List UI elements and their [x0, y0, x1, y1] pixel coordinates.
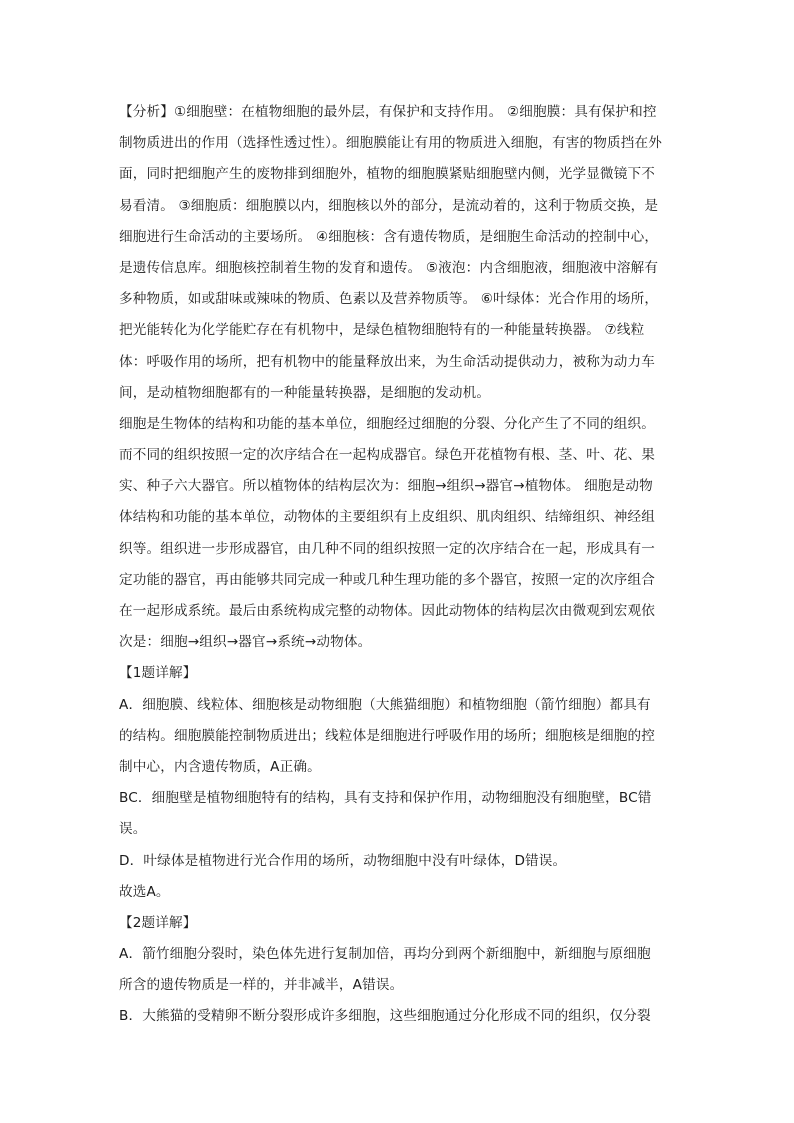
text-line: B．大熊猫的受精卵不断分裂形成许多细胞，这些细胞通过分化形成不同的组织，仅分裂: [119, 1008, 651, 1025]
text-line: 所含的遗传物质是一样的，并非减半，A错误。: [119, 977, 404, 994]
text-line: A．箭竹细胞分裂时，染色体先进行复制加倍，再均分到两个新细胞中，新细胞与原细胞: [119, 946, 651, 963]
text-line: 的结构。细胞膜能控制物质进出；线粒体是细胞进行呼吸作用的场所；细胞核是细胞的控: [119, 727, 656, 744]
text-line: BC．细胞壁是植物细胞特有的结构，具有支持和保护作用，动物细胞没有细胞壁，BC错: [119, 790, 652, 807]
text-line: 是遗传信息库。细胞核控制着生物的发育和遗传。 ⑤液泡：内含细胞液，细胞液中溶解有: [119, 259, 659, 276]
text-line: 织等。组织进一步形成器官，由几种不同的组织按照一定的次序结合在一起，形成具有一: [119, 540, 656, 557]
section-heading: 【2题详解】: [119, 914, 197, 931]
text-line: 误。: [119, 821, 147, 838]
text-line: 制物质进出的作用（选择性透过性）。细胞膜能让有用的物质进入细胞，有害的物质挡在外: [119, 135, 662, 152]
text-line: 在一起形成系统。最后由系统构成完整的动物体。因此动物体的结构层次由微观到宏观依: [119, 603, 656, 619]
text-line: 体：呼吸作用的场所，把有机物中的能量释放出来，为生命活动提供动力，被称为动力车: [119, 353, 656, 370]
text-line: 定功能的器官，再由能够共同完成一种或几种生理功能的多个器官，按照一定的次序组合: [119, 571, 656, 588]
text-line: 制中心，内含遗传物质，A正确。: [119, 758, 321, 775]
text-line: 体结构和功能的基本单位，动物体的主要组织有上皮组织、肌肉组织、结缔组织、神经组: [119, 509, 656, 526]
text-line: 面，同时把细胞产生的废物排到细胞外，植物的细胞膜紧贴细胞壁内侧，光学显微镜下不: [119, 166, 656, 183]
document-body: [119, 97, 677, 1033]
text-line: 多种物质，如或甜味或辣味的物质、色素以及营养物质等。 ⑥叶绿体：光合作用的场所，: [119, 291, 659, 308]
text-line: 【分析】①细胞壁：在植物细胞的最外层，有保护和支持作用。 ②细胞膜：具有保护和控: [119, 104, 657, 120]
text-line: D．叶绿体是植物进行光合作用的场所，动物细胞中没有叶绿体，D错误。: [119, 852, 567, 869]
text-line: 易看清。 ③细胞质：细胞膜以内，细胞核以外的部分，是流动着的，这利于物质交换，是: [119, 197, 659, 214]
text-line: 实、种子六大器官。所以植物体的结构层次为：细胞→组织→器官→植物体。 细胞是动物: [119, 478, 653, 495]
section-heading: 【1题详解】: [119, 665, 197, 682]
text-line: 细胞是生物体的结构和功能的基本单位，细胞经过细胞的分裂、分化产生了不同的组织。: [119, 415, 656, 432]
text-line: 而不同的组织按照一定的次序结合在一起构成器官。绿色开花植物有根、茎、叶、花、果: [119, 447, 656, 464]
text-line: 细胞进行生命活动的主要场所。 ④细胞核：含有遗传物质，是细胞生命活动的控制中心，: [119, 228, 659, 245]
answer-line: 故选A。: [119, 883, 170, 900]
text-line: 间，是动植物细胞都有的一种能量转换器，是细胞的发动机。: [119, 384, 491, 401]
text-line: 把光能转化为化学能贮存在有机物中，是绿色植物细胞特有的一种能量转换器。 ⑦线粒: [119, 322, 645, 339]
text-line: A．细胞膜、线粒体、细胞核是动物细胞（大熊猫细胞）和植物细胞（箭竹细胞）都具有: [119, 696, 651, 713]
text-line: 次是：细胞→组织→器官→系统→动物体。: [119, 634, 372, 651]
